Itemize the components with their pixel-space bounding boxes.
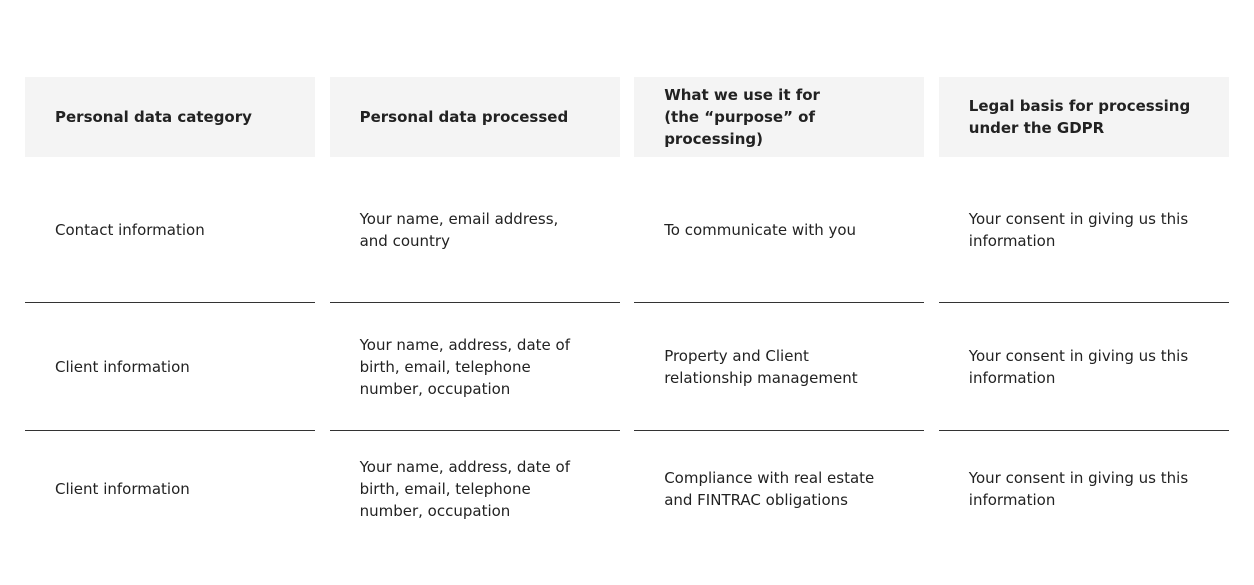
header-legal-basis: Legal basis for processing under the GDPR: [939, 77, 1229, 157]
table-cell: Your name, address, date of birth, email, telephone number, occupation: [359, 457, 570, 520]
table-cell: Compliance with real estate and FINTRAC obligations: [664, 468, 875, 509]
table-cell: Client information: [25, 303, 315, 431]
table-cell: To communicate with you: [634, 157, 924, 303]
table-cell: Your consent in giving us this information: [939, 303, 1229, 431]
table-cell: Your consent in giving us this information: [939, 157, 1229, 303]
table-cell: Property and Client relationship management: [634, 303, 924, 431]
table-cell: Contact information: [25, 157, 315, 303]
table-cell: Your consent in giving us this information: [968, 468, 1189, 509]
header-personal-data-category: Personal data category: [25, 77, 315, 157]
header-purpose: What we use it for (the “purpose” of processing): [634, 77, 924, 157]
table-cell: Your name, email address, and country: [330, 157, 620, 303]
header-personal-data-processed: Personal data processed: [330, 77, 620, 157]
table-cell: Your name, address, date of birth, email, telephone number, occupation: [330, 303, 620, 431]
table-cell: Client information: [55, 479, 190, 498]
gdpr-data-table: [25, 77, 1229, 546]
